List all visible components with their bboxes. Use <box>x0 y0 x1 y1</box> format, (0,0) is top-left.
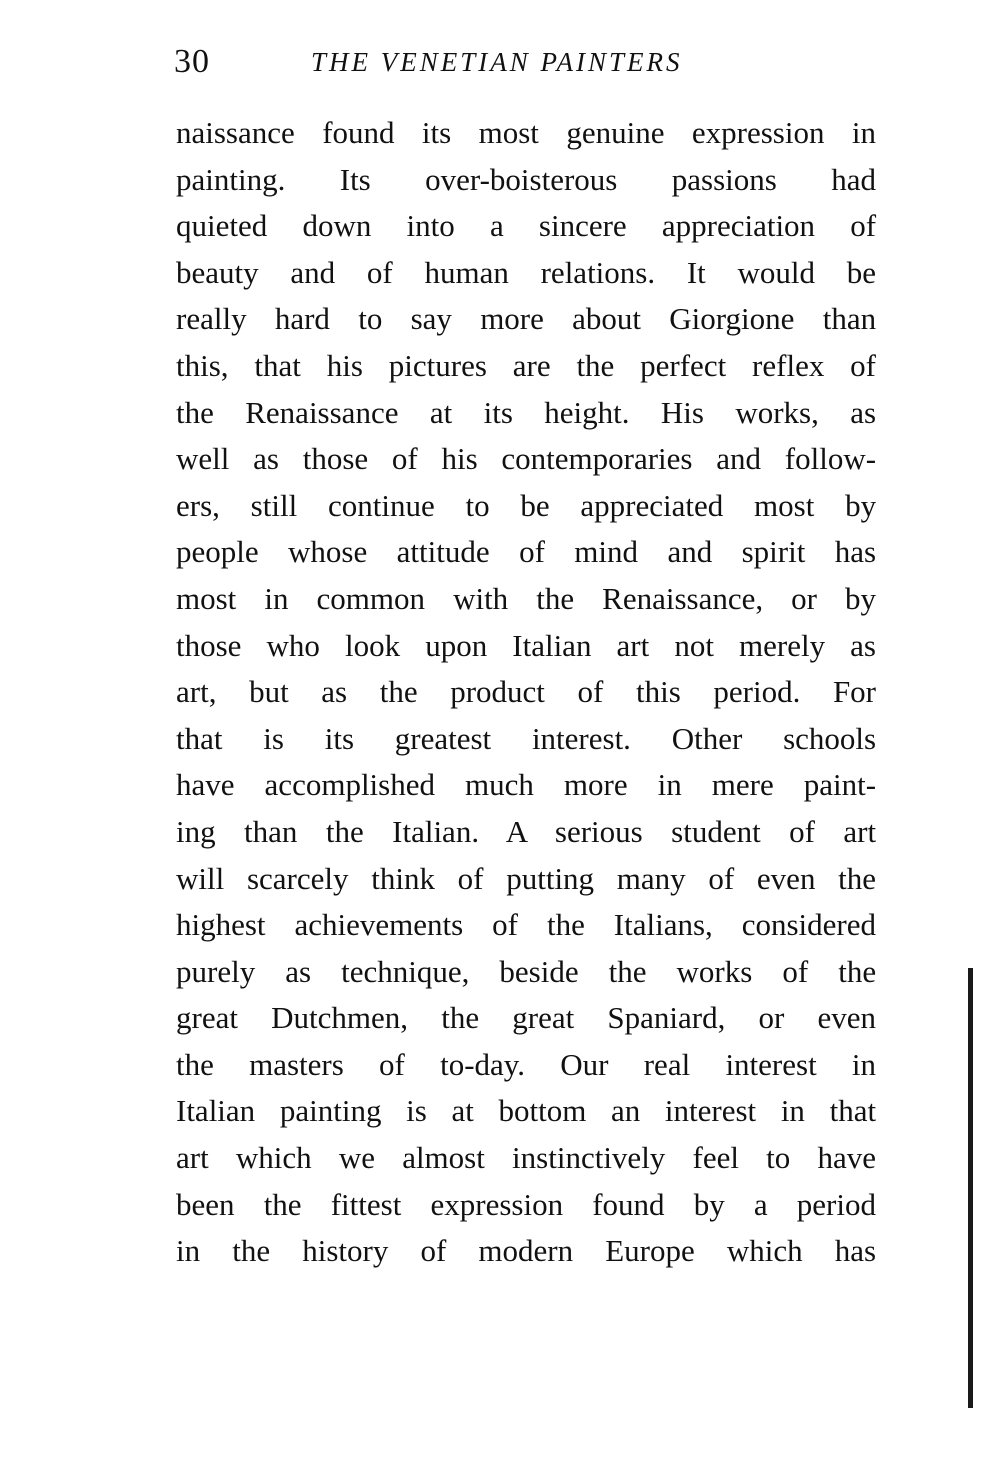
word: the <box>546 907 585 943</box>
word: almost <box>402 1140 485 1176</box>
word: Other <box>671 720 743 756</box>
word: a <box>489 208 504 244</box>
word: real <box>643 1046 691 1082</box>
word: upon <box>425 627 488 663</box>
word: the <box>232 1233 271 1269</box>
word: beside <box>499 953 579 989</box>
word: considered <box>741 907 877 943</box>
text-line <box>176 436 876 483</box>
word: look <box>344 627 401 663</box>
word: or <box>791 580 817 616</box>
text-line <box>176 716 876 763</box>
word: scarcely <box>246 860 349 896</box>
word: its <box>421 115 452 150</box>
word: the <box>325 813 364 849</box>
word: most <box>754 487 815 523</box>
word: fittest <box>330 1186 402 1222</box>
word: serious <box>554 813 643 849</box>
word: product <box>450 674 545 710</box>
word: Its <box>339 161 371 197</box>
text-line <box>176 157 876 204</box>
text-line <box>176 949 876 996</box>
word: of <box>519 534 545 570</box>
word: human <box>424 254 509 290</box>
word: ing <box>176 813 216 849</box>
word: mere <box>711 767 774 803</box>
word: the <box>536 580 575 616</box>
word: perfect <box>640 347 727 383</box>
word: expression <box>691 115 825 150</box>
word: in <box>851 115 876 150</box>
word: most <box>176 580 237 616</box>
word: to <box>465 487 490 523</box>
word: even <box>756 860 816 896</box>
word: interest <box>725 1046 817 1082</box>
word: people <box>176 534 259 570</box>
word: feel <box>692 1140 739 1176</box>
word: the <box>176 1046 214 1082</box>
text-line <box>176 669 876 716</box>
word: its <box>483 394 513 430</box>
word: quieted <box>176 208 268 244</box>
word: of <box>492 907 518 943</box>
word: art <box>176 1140 209 1176</box>
word: still <box>250 487 298 523</box>
word: painting. <box>176 161 286 197</box>
running-title: THE VENETIAN PAINTERS <box>311 47 683 77</box>
text-line <box>176 576 876 623</box>
text-line <box>176 902 876 949</box>
word: Italian. <box>392 813 480 849</box>
word: are <box>512 347 551 383</box>
word: relations. <box>540 254 656 290</box>
word: into <box>406 208 455 244</box>
word: of <box>420 1233 447 1269</box>
word: Italians, <box>613 907 713 943</box>
word: art <box>616 627 650 663</box>
word: student <box>671 813 761 849</box>
text-line <box>176 1228 876 1275</box>
word: the <box>441 1000 480 1036</box>
text-line <box>176 856 876 903</box>
text-line <box>176 296 876 343</box>
word: to-day. <box>440 1046 526 1082</box>
word: Dutchmen, <box>271 1000 409 1036</box>
word: than <box>244 813 298 849</box>
word: mind <box>574 534 639 570</box>
word: appreciation <box>661 208 816 244</box>
word: whose <box>288 534 368 570</box>
word: in <box>657 767 682 803</box>
text-line <box>176 1042 876 1089</box>
word: has <box>834 1233 877 1269</box>
word: to <box>766 1140 791 1176</box>
word: appreciated <box>580 487 724 523</box>
word: continue <box>327 487 435 523</box>
word: as <box>850 394 877 430</box>
word: Renaissance <box>245 394 399 430</box>
word: interest <box>664 1093 757 1129</box>
word: of <box>366 254 393 290</box>
word: interest. <box>531 720 631 756</box>
word: had <box>831 161 876 197</box>
word: modern <box>478 1233 574 1269</box>
word: of <box>391 441 418 477</box>
word: more <box>563 767 628 803</box>
word: period. <box>713 674 801 710</box>
word: most <box>478 115 539 150</box>
word: that <box>176 720 223 756</box>
word: in <box>264 580 289 616</box>
word: of <box>789 813 815 849</box>
text-line <box>176 529 876 576</box>
word: period <box>796 1186 876 1222</box>
text-line <box>176 343 876 390</box>
word: masters <box>249 1046 344 1082</box>
word: to <box>358 301 383 337</box>
word: genuine <box>566 115 665 150</box>
word: highest <box>176 907 266 943</box>
word: beauty <box>176 254 259 290</box>
word: putting <box>506 860 595 896</box>
word: his <box>441 441 478 477</box>
word: a <box>753 1186 768 1222</box>
word: contemporaries <box>501 441 693 477</box>
word: of <box>457 860 484 896</box>
word: painting <box>279 1093 382 1129</box>
word: great <box>512 1000 575 1036</box>
word: Italian <box>512 627 592 663</box>
word: the <box>838 860 877 896</box>
word: as <box>850 627 876 663</box>
word: by <box>845 580 877 616</box>
word: Giorgione <box>669 301 795 337</box>
word: of <box>850 347 876 383</box>
word: is <box>406 1093 427 1129</box>
word: sincere <box>538 208 627 244</box>
word: Europe <box>605 1233 695 1269</box>
word: that <box>254 347 301 383</box>
word: be <box>520 487 550 523</box>
word: bottom <box>498 1093 587 1129</box>
word: at <box>429 394 453 430</box>
word: the <box>576 347 615 383</box>
word: as <box>321 674 348 710</box>
word: not <box>674 627 714 663</box>
word: naissance <box>176 115 295 150</box>
word: works, <box>735 394 819 430</box>
word: will <box>176 860 225 896</box>
word: follow- <box>784 441 877 477</box>
word: of <box>850 208 877 244</box>
text-line <box>176 203 876 250</box>
word: much <box>465 767 534 803</box>
word: or <box>758 1000 785 1036</box>
word: think <box>371 860 435 896</box>
word: in <box>851 1046 877 1082</box>
text-line <box>176 995 876 1042</box>
word: schools <box>783 720 877 756</box>
word: achievements <box>294 907 464 943</box>
word: the <box>838 953 877 989</box>
word: accomplished <box>264 767 435 803</box>
word: really <box>176 301 247 337</box>
word: history <box>302 1233 389 1269</box>
word: is <box>263 720 284 756</box>
word: have <box>817 1140 876 1176</box>
body-text <box>176 110 876 1275</box>
word: Italian <box>176 1093 256 1129</box>
word: and <box>716 441 762 477</box>
word: say <box>410 301 452 337</box>
word: by <box>845 487 877 523</box>
text-line <box>176 1182 876 1229</box>
word: instinctively <box>512 1140 666 1176</box>
word: with <box>453 580 509 616</box>
word: well <box>176 441 230 477</box>
word: works <box>676 953 753 989</box>
word: be <box>846 254 877 290</box>
word: this <box>635 674 681 710</box>
word: art, <box>176 674 217 710</box>
word: reflex <box>752 347 825 383</box>
word: more <box>480 301 544 337</box>
word: the <box>608 953 647 989</box>
word: many <box>616 860 686 896</box>
word: It <box>686 254 706 290</box>
word: the <box>379 674 418 710</box>
word: and <box>667 534 713 570</box>
word: by <box>693 1186 725 1222</box>
word: even <box>817 1000 877 1036</box>
word: that <box>829 1093 877 1129</box>
word: Renaissance, <box>602 580 764 616</box>
word: those <box>176 627 242 663</box>
text-line <box>176 250 876 297</box>
word: in <box>780 1093 805 1129</box>
text-line <box>176 390 876 437</box>
text-line <box>176 1088 876 1135</box>
word: would <box>737 254 816 290</box>
word: has <box>834 534 877 570</box>
word: art <box>843 813 877 849</box>
text-line <box>176 1135 876 1182</box>
margin-rule <box>968 968 973 1408</box>
word: of <box>379 1046 405 1082</box>
word: at <box>451 1093 474 1129</box>
word: as <box>253 441 279 477</box>
text-line <box>176 623 876 670</box>
word: in <box>176 1233 201 1269</box>
word: his <box>326 347 363 383</box>
word: great <box>176 1000 238 1036</box>
word: we <box>338 1140 375 1176</box>
word: than <box>822 301 877 337</box>
text-line <box>176 483 876 530</box>
word: over-boisterous <box>425 161 618 197</box>
word: found <box>322 115 395 150</box>
word: its <box>324 720 355 756</box>
running-head <box>174 42 874 82</box>
word: and <box>290 254 336 290</box>
word: pictures <box>388 347 487 383</box>
word: of <box>708 860 735 896</box>
word: paint- <box>803 767 877 803</box>
word: spirit <box>741 534 806 570</box>
word: but <box>249 674 289 710</box>
word: purely <box>176 953 256 989</box>
word: merely <box>739 627 826 663</box>
word: have <box>176 767 235 803</box>
text-line <box>176 762 876 809</box>
word: greatest <box>394 720 492 756</box>
word: hard <box>274 301 330 337</box>
word: this, <box>176 347 229 383</box>
word: who <box>266 627 320 663</box>
word: A <box>505 813 527 849</box>
word: His <box>660 394 704 430</box>
word: as <box>285 953 312 989</box>
word: which <box>235 1140 312 1176</box>
word: an <box>610 1093 641 1129</box>
text-line <box>176 809 876 856</box>
word: of <box>782 953 809 989</box>
word: technique, <box>341 953 470 989</box>
word: down <box>302 208 372 244</box>
word: expression <box>430 1186 564 1222</box>
word: For <box>832 674 877 710</box>
word: attitude <box>396 534 490 570</box>
word: been <box>176 1186 235 1222</box>
word: Spaniard, <box>607 1000 726 1036</box>
page-number: 30 <box>174 43 210 80</box>
word: about <box>572 301 642 337</box>
word: found <box>592 1186 665 1222</box>
word: passions <box>671 161 777 197</box>
word: which <box>726 1233 803 1269</box>
word: Our <box>560 1046 609 1082</box>
word: ers, <box>176 487 220 523</box>
word: of <box>577 674 604 710</box>
word: height. <box>544 394 630 430</box>
word: the <box>263 1186 302 1222</box>
word: the <box>176 394 214 430</box>
word: those <box>302 441 369 477</box>
word: common <box>316 580 426 616</box>
text-line <box>176 110 876 157</box>
